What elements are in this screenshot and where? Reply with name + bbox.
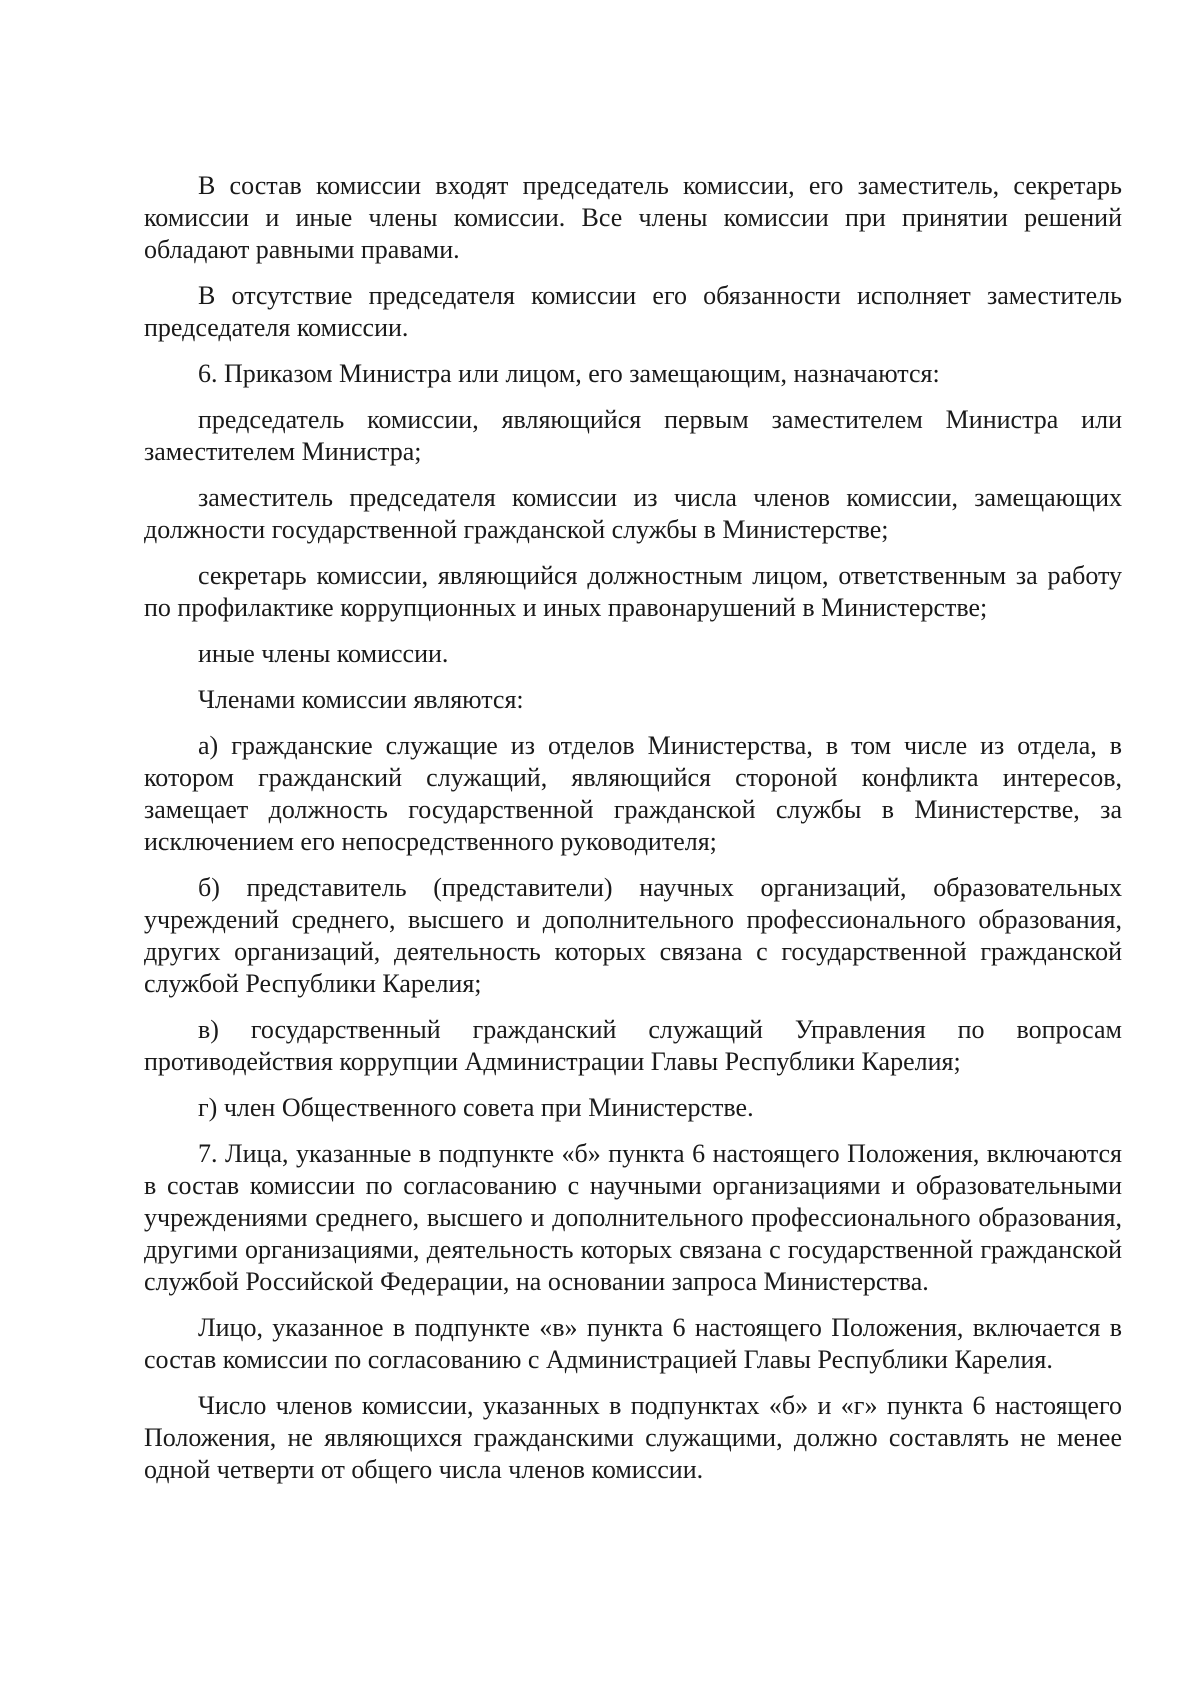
paragraph-subitem-v: в) государственный гражданский служащий Управления по вопросам противодействия коррупции Администрации Главы Республики Карелия; (144, 1015, 1122, 1076)
paragraph-members-are: Членами комиссии являются: (198, 685, 524, 714)
document-body (144, 170, 1122, 1500)
paragraph-member-quota: Число членов комиссии, указанных в подпунктах «б» и «г» пункта 6 настоящего Положения, не являющихся гражданскими служащими, должно составлять не менее одной четверти от общего числа членов комиссии. (144, 1391, 1122, 1484)
paragraph-item-6-appointment: 6. Приказом Министра или лицом, его замещающим, назначаются: (198, 359, 940, 388)
paragraph-other-members: иные члены комиссии. (198, 639, 449, 668)
paragraph-subitem-a: а) гражданские служащие из отделов Министерства, в том числе из отдела, в котором гражданский служащий, являющийся стороной конфликта интересов, замещает должность государственной гражданской службы в Министерстве, за исключением его непосредственного руководителя; (144, 731, 1122, 856)
paragraph-item-7: 7. Лица, указанные в подпункте «б» пункта 6 настоящего Положения, включаются в состав комиссии по согласованию с научными организациями и образовательными учреждениями среднего, высшего и дополнительного профессионального образования, другими организациями, деятельность которых связана с государственной гражданской службой Российской Федерации, на основании запроса Министерства. (144, 1139, 1122, 1296)
paragraph-commission-composition: В состав комиссии входят председатель комиссии, его заместитель, секретарь комиссии и иные члены комиссии. Все члены комиссии при принятии решений обладают равными правами. (144, 171, 1122, 264)
paragraph-secretary: секретарь комиссии, являющийся должностным лицом, ответственным за работу по профилактике коррупционных и иных правонарушений в Министерстве; (144, 561, 1122, 622)
paragraph-chairman: председатель комиссии, являющийся первым заместителем Министра или заместителем Министра; (144, 405, 1122, 466)
paragraph-person-subitem-v: Лицо, указанное в подпункте «в» пункта 6 настоящего Положения, включается в состав комиссии по согласованию с Администрацией Главы Республики Карелия. (144, 1313, 1122, 1374)
paragraph-subitem-b: б) представитель (представители) научных организаций, образовательных учреждений среднего, высшего и дополнительного профессионального образования, других организаций, деятельность которых связана с государственной гражданской службой Республики Карелия; (144, 873, 1122, 998)
paragraph-subitem-g: г) член Общественного совета при Министерстве. (198, 1093, 754, 1122)
paragraph-deputy-chairman: заместитель председателя комиссии из числа членов комиссии, замещающих должности государственной гражданской службы в Министерстве; (144, 483, 1122, 544)
paragraph-chair-absence: В отсутствие председателя комиссии его обязанности исполняет заместитель председателя комиссии. (144, 281, 1122, 342)
